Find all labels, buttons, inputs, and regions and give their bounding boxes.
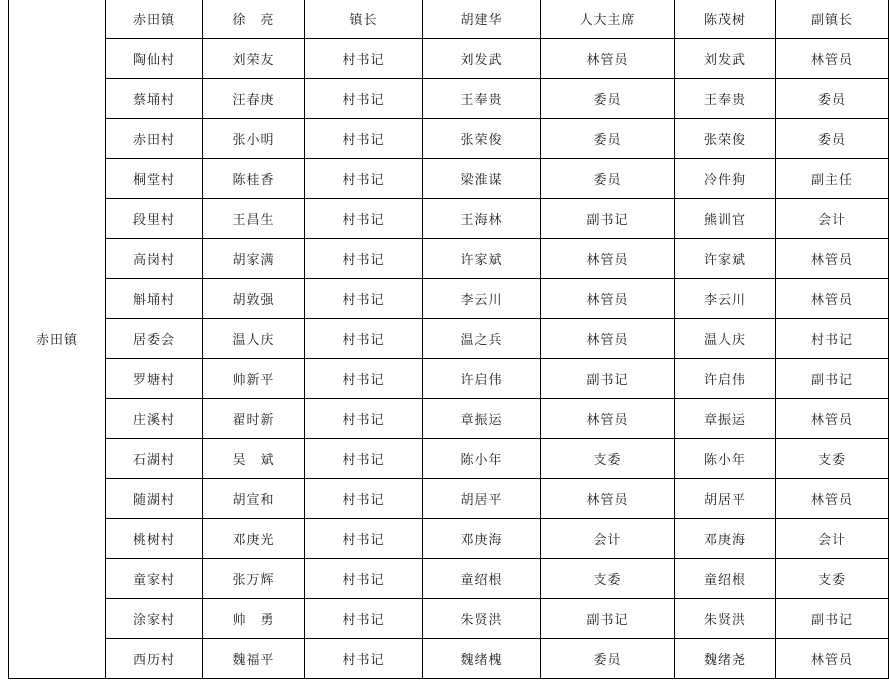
officer-name-cell: 许家斌 <box>675 239 776 279</box>
contact-name-cell: 章振运 <box>423 399 541 439</box>
table-row <box>9 319 889 359</box>
contact-name-cell: 许家斌 <box>423 239 541 279</box>
village-cell: 斛埇村 <box>106 279 203 319</box>
officer-name-cell: 李云川 <box>675 279 776 319</box>
secretary-post-cell: 村书记 <box>305 79 423 119</box>
officer-post-cell: 会计 <box>776 519 889 559</box>
contact-post-cell: 林管员 <box>541 479 675 519</box>
officer-name-cell: 熊训官 <box>675 199 776 239</box>
officer-post-cell: 副书记 <box>776 359 889 399</box>
officer-name-cell: 王奉贵 <box>675 79 776 119</box>
table-row <box>9 199 889 239</box>
contact-post-cell: 副书记 <box>541 199 675 239</box>
roster-table <box>8 0 889 679</box>
secretary-post-cell: 村书记 <box>305 439 423 479</box>
secretary-post-cell: 村书记 <box>305 279 423 319</box>
table-row <box>9 79 889 119</box>
village-cell: 童家村 <box>106 559 203 599</box>
secretary-post-cell: 镇长 <box>305 0 423 39</box>
secretary-name-cell: 张万辉 <box>203 559 305 599</box>
secretary-name-cell: 陈桂香 <box>203 159 305 199</box>
contact-post-cell: 会计 <box>541 519 675 559</box>
officer-name-cell: 温人庆 <box>675 319 776 359</box>
officer-post-cell: 林管员 <box>776 39 889 79</box>
officer-post-cell: 委员 <box>776 119 889 159</box>
secretary-name-cell: 胡家满 <box>203 239 305 279</box>
secretary-post-cell: 村书记 <box>305 639 423 679</box>
contact-post-cell: 支委 <box>541 439 675 479</box>
contact-post-cell: 副书记 <box>541 599 675 639</box>
officer-name-cell: 邓庚海 <box>675 519 776 559</box>
village-cell: 段里村 <box>106 199 203 239</box>
secretary-post-cell: 村书记 <box>305 199 423 239</box>
village-cell: 庄溪村 <box>106 399 203 439</box>
village-cell: 随湖村 <box>106 479 203 519</box>
contact-name-cell: 胡建华 <box>423 0 541 39</box>
contact-name-cell: 王海林 <box>423 199 541 239</box>
table-row <box>9 119 889 159</box>
village-cell: 西历村 <box>106 639 203 679</box>
contact-post-cell: 林管员 <box>541 399 675 439</box>
secretary-name-cell: 刘荣友 <box>203 39 305 79</box>
table-row <box>9 0 889 39</box>
table-row <box>9 399 889 439</box>
secretary-name-cell: 汪春庚 <box>203 79 305 119</box>
officer-name-cell: 张荣俊 <box>675 119 776 159</box>
secretary-post-cell: 村书记 <box>305 159 423 199</box>
secretary-post-cell: 村书记 <box>305 119 423 159</box>
officer-post-cell: 村书记 <box>776 319 889 359</box>
secretary-name-cell: 张小明 <box>203 119 305 159</box>
officer-post-cell: 支委 <box>776 559 889 599</box>
contact-name-cell: 邓庚海 <box>423 519 541 559</box>
table-row <box>9 519 889 559</box>
officer-name-cell: 陈小年 <box>675 439 776 479</box>
officer-post-cell: 林管员 <box>776 479 889 519</box>
village-cell: 赤田镇 <box>106 0 203 39</box>
secretary-name-cell: 温人庆 <box>203 319 305 359</box>
officer-post-cell: 会计 <box>776 199 889 239</box>
officer-name-cell: 胡居平 <box>675 479 776 519</box>
contact-post-cell: 委员 <box>541 79 675 119</box>
officer-post-cell: 委员 <box>776 79 889 119</box>
village-cell: 桃树村 <box>106 519 203 559</box>
contact-name-cell: 王奉贵 <box>423 79 541 119</box>
secretary-name-cell: 胡宣和 <box>203 479 305 519</box>
contact-name-cell: 朱贤洪 <box>423 599 541 639</box>
secretary-name-cell: 帅新平 <box>203 359 305 399</box>
officer-post-cell: 林管员 <box>776 279 889 319</box>
officer-name-cell: 刘发武 <box>675 39 776 79</box>
table-row <box>9 559 889 599</box>
officer-name-cell: 冷件狗 <box>675 159 776 199</box>
secretary-name-cell: 王昌生 <box>203 199 305 239</box>
contact-name-cell: 胡居平 <box>423 479 541 519</box>
table-row <box>9 479 889 519</box>
officer-post-cell: 副主任 <box>776 159 889 199</box>
contact-post-cell: 副书记 <box>541 359 675 399</box>
secretary-name-cell: 邓庚光 <box>203 519 305 559</box>
table-row <box>9 439 889 479</box>
officer-name-cell: 童绍根 <box>675 559 776 599</box>
contact-post-cell: 林管员 <box>541 279 675 319</box>
secretary-name-cell: 魏福平 <box>203 639 305 679</box>
contact-post-cell: 林管员 <box>541 319 675 359</box>
secretary-post-cell: 村书记 <box>305 559 423 599</box>
contact-name-cell: 温之兵 <box>423 319 541 359</box>
contact-name-cell: 童绍根 <box>423 559 541 599</box>
contact-post-cell: 人大主席 <box>541 0 675 39</box>
secretary-post-cell: 村书记 <box>305 399 423 439</box>
contact-post-cell: 委员 <box>541 159 675 199</box>
contact-name-cell: 陈小年 <box>423 439 541 479</box>
secretary-post-cell: 村书记 <box>305 359 423 399</box>
village-cell: 涂家村 <box>106 599 203 639</box>
table-bottom-rule <box>8 678 889 679</box>
village-cell: 陶仙村 <box>106 39 203 79</box>
table-row <box>9 159 889 199</box>
village-cell: 桐堂村 <box>106 159 203 199</box>
village-cell: 蔡埇村 <box>106 79 203 119</box>
secretary-post-cell: 村书记 <box>305 319 423 359</box>
secretary-name-cell: 徐 亮 <box>203 0 305 39</box>
table-row <box>9 39 889 79</box>
secretary-name-cell: 帅 勇 <box>203 599 305 639</box>
secretary-post-cell: 村书记 <box>305 39 423 79</box>
officer-name-cell: 陈茂树 <box>675 0 776 39</box>
village-cell: 高岗村 <box>106 239 203 279</box>
table-row <box>9 239 889 279</box>
table-row <box>9 359 889 399</box>
contact-post-cell: 林管员 <box>541 239 675 279</box>
table-row <box>9 639 889 679</box>
secretary-name-cell: 吴 斌 <box>203 439 305 479</box>
contact-name-cell: 刘发武 <box>423 39 541 79</box>
secretary-post-cell: 村书记 <box>305 599 423 639</box>
officer-post-cell: 林管员 <box>776 639 889 679</box>
officer-post-cell: 副书记 <box>776 599 889 639</box>
contact-post-cell: 支委 <box>541 559 675 599</box>
officer-post-cell: 支委 <box>776 439 889 479</box>
officer-name-cell: 许启伟 <box>675 359 776 399</box>
roster-body <box>9 0 889 679</box>
secretary-name-cell: 胡敦强 <box>203 279 305 319</box>
secretary-post-cell: 村书记 <box>305 479 423 519</box>
village-cell: 罗塘村 <box>106 359 203 399</box>
officer-post-cell: 副镇长 <box>776 0 889 39</box>
secretary-name-cell: 翟时新 <box>203 399 305 439</box>
village-cell: 赤田村 <box>106 119 203 159</box>
contact-name-cell: 梁淮谋 <box>423 159 541 199</box>
contact-post-cell: 委员 <box>541 639 675 679</box>
officer-post-cell: 林管员 <box>776 399 889 439</box>
officer-name-cell: 章振运 <box>675 399 776 439</box>
contact-post-cell: 委员 <box>541 119 675 159</box>
village-cell: 石湖村 <box>106 439 203 479</box>
contact-name-cell: 许启伟 <box>423 359 541 399</box>
table-row <box>9 599 889 639</box>
officer-name-cell: 朱贤洪 <box>675 599 776 639</box>
town-name-cell: 赤田镇 <box>9 0 106 679</box>
officer-name-cell: 魏绪尧 <box>675 639 776 679</box>
officer-post-cell: 林管员 <box>776 239 889 279</box>
table-row <box>9 279 889 319</box>
secretary-post-cell: 村书记 <box>305 519 423 559</box>
contact-post-cell: 林管员 <box>541 39 675 79</box>
contact-name-cell: 张荣俊 <box>423 119 541 159</box>
contact-name-cell: 李云川 <box>423 279 541 319</box>
secretary-post-cell: 村书记 <box>305 239 423 279</box>
village-cell: 居委会 <box>106 319 203 359</box>
contact-name-cell: 魏绪槐 <box>423 639 541 679</box>
